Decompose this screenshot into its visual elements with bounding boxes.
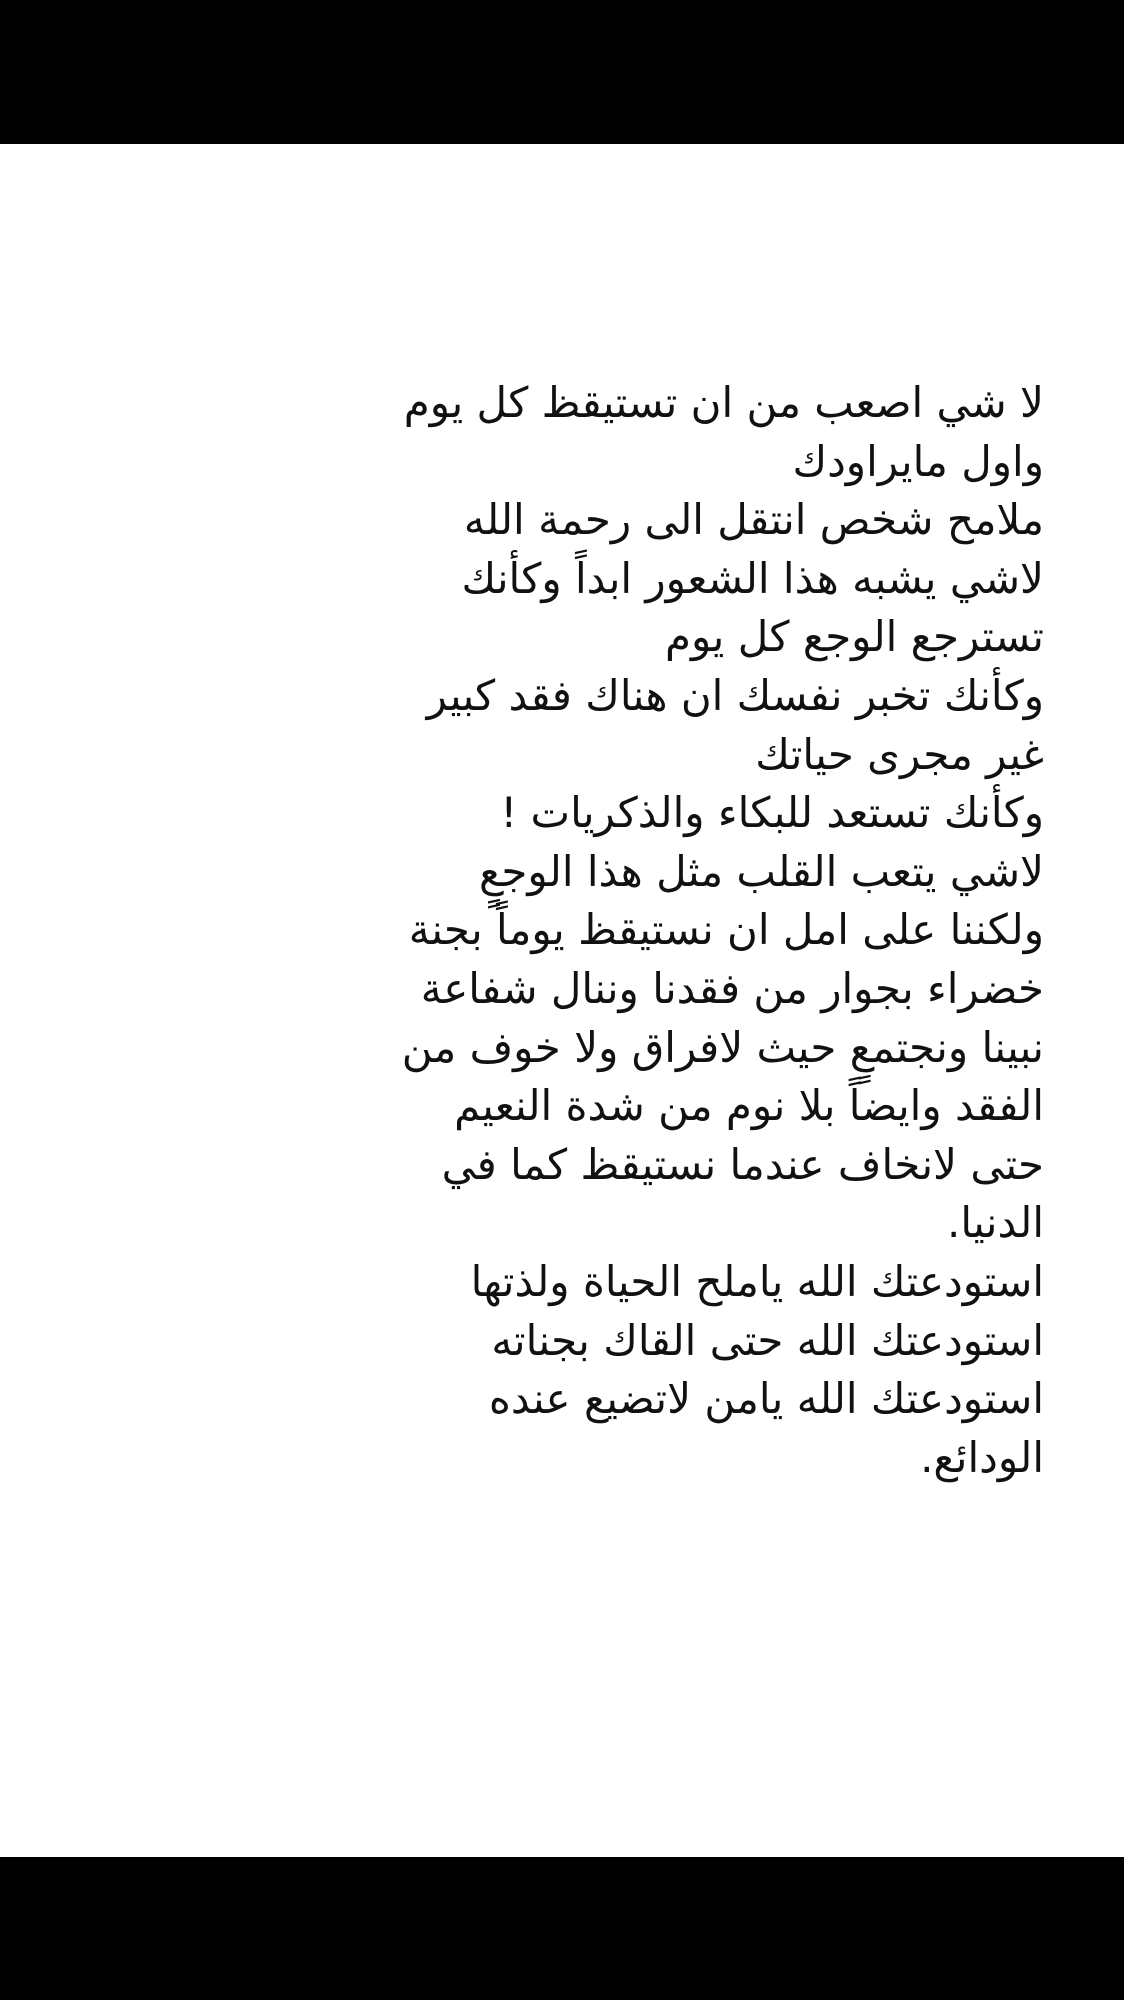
top-letterbox-bar [0, 0, 1124, 144]
note-line: غير مجرى حياتك [755, 729, 1044, 779]
note-line: لاشي يشبه هذا الشعور ابداً وكأنك [461, 553, 1044, 603]
note-text-block [384, 374, 1044, 1487]
note-line: تسترجع الوجع كل يوم [664, 612, 1044, 662]
note-line: وكأنك تخبر نفسك ان هناك فقد كبير [426, 670, 1044, 720]
note-line: لاشي يتعب القلب مثل هذا الوجعٍ [479, 846, 1044, 896]
note-line: ولكننا على امل ان نستيقظ يوماً بجنة [408, 905, 1044, 955]
note-line: استودعتك الله ياملح الحياة ولذتها [470, 1256, 1044, 1306]
note-line: لا شي اصعب من ان تستيقظ كل يوم [403, 378, 1044, 427]
note-line: واول مايراودك [792, 436, 1044, 486]
note-line: استودعتك الله حتى القاك بجناته [491, 1315, 1044, 1365]
bottom-letterbox-bar [0, 1857, 1124, 2000]
note-line: الودائع. [920, 1432, 1044, 1482]
note-line: وكأنك تستعد للبكاء والذكريات ! [500, 788, 1044, 838]
note-line: نبينا ونجتمعٍ حيث لافراق ولا خوف من [401, 1022, 1044, 1072]
note-line: الفقد وايضاً بلا نوم من شدة النعيم [454, 1081, 1044, 1131]
note-line: استودعتك الله يامن لاتضيع عنده [488, 1374, 1044, 1424]
note-line: ملامح شخص انتقل الى رحمة الله [463, 495, 1044, 545]
note-line: خضراء بجوار من فقدنا وننال شفاعة [420, 963, 1044, 1013]
note-line: الدنيا. [946, 1198, 1044, 1248]
note-line: حتى لانخاف عندما نستيقظ كما في [441, 1139, 1044, 1189]
